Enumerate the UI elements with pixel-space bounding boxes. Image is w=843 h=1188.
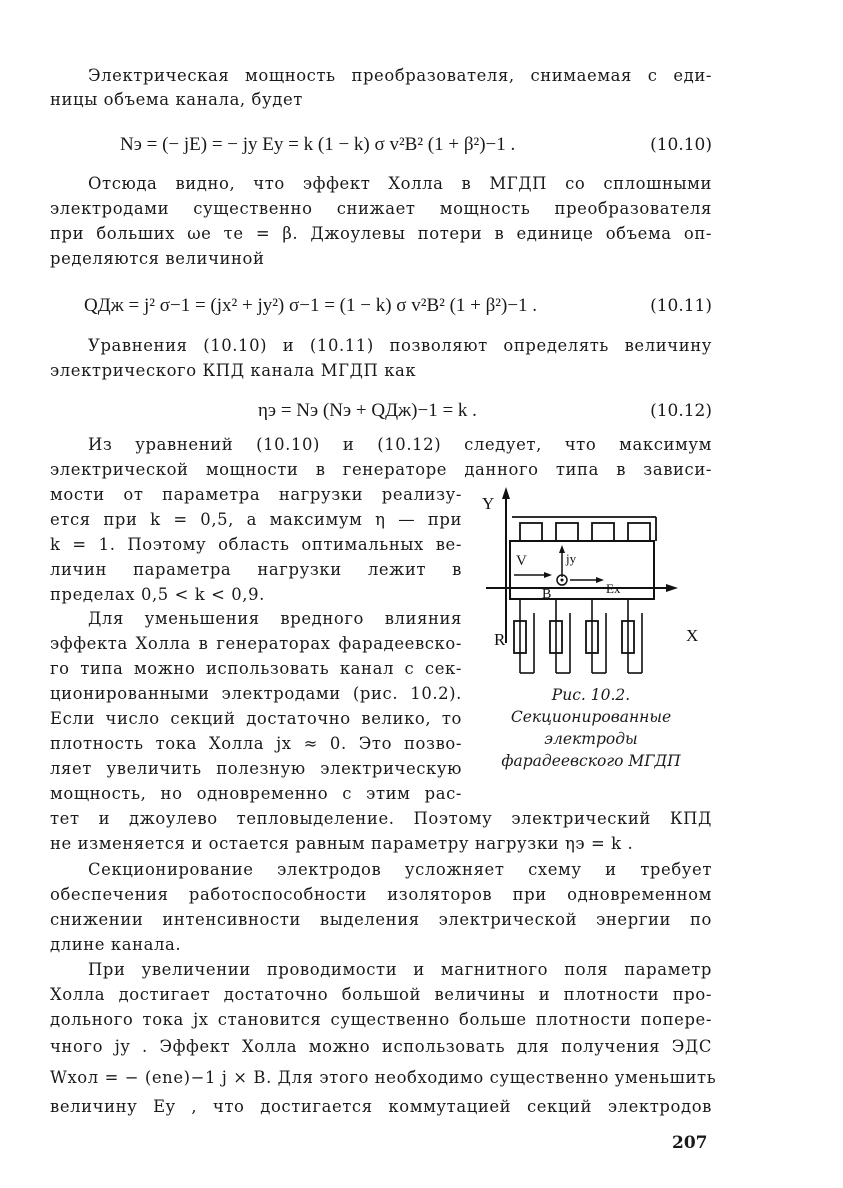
velocity-arrow-icon [544, 572, 552, 578]
x-axis-arrow-icon [666, 584, 678, 592]
text-line: величину Ey , что достигается коммутацией секций электродов [50, 1097, 712, 1116]
text-line: дольного тока jx становится существенно больше плотности попере- [50, 1010, 712, 1029]
figure-caption-line: фарадеевского МГДП [501, 752, 681, 770]
text-line: k = 1. Поэтому область оптимальных ве- [50, 535, 462, 554]
text-line: электрической мощности в генераторе данного типа в зависи- [50, 460, 712, 479]
figure-caption-line: Секционированные [510, 708, 672, 726]
text-line: ницы объема канала, будет [50, 90, 303, 109]
text-line: не изменяется и остается равным параметру нагрузки ηэ = k . [50, 834, 634, 853]
axis-label-x: X [686, 626, 699, 645]
text-line: Электрическая мощность преобразователя, снимаемая с еди- [88, 66, 712, 85]
figure-segmented-electrodes [470, 483, 720, 683]
text-line: Если число секций достаточно велико, то [50, 709, 462, 728]
text-line: обеспечения работоспособности изоляторов при одновременном [50, 885, 712, 904]
text-line: ционированными электродами (рис. 10.2). [50, 684, 462, 703]
current-arrow-icon [559, 545, 565, 553]
text-line: мости от параметра нагрузки реализу- [50, 485, 462, 504]
text-line: пределах 0,5 < k < 0,9. [50, 585, 265, 604]
equation-10-11: QДж = j² σ−1 = (jx² + jy²) σ−1 = (1 − k) σ v²B² (1 + β²)−1 . [84, 295, 538, 316]
text-line: чного jy . Эффект Холла можно использовать для получения ЭДС [50, 1037, 712, 1056]
axis-label-y: Y [482, 494, 495, 513]
label-electric-field: Ex [606, 581, 621, 596]
text-line: электрического КПД канала МГДП как [50, 361, 417, 380]
label-velocity: V [516, 553, 527, 569]
text-line: Wхол = − (enе)−1 j × B. Для этого необходимо существенно уменьшить [50, 1068, 717, 1087]
figure-caption-line: электроды [544, 730, 638, 748]
text-line: ляет увеличить полезную электрическую [50, 759, 462, 778]
text-line: При увеличении проводимости и магнитного поля параметр [88, 960, 712, 979]
text-line: при больших ωe τe = β. Джоулевы потери в единице объема оп- [50, 224, 712, 243]
text-line: плотность тока Холла jx ≈ 0. Это позво- [50, 734, 462, 753]
text-line: Холла достигает достаточно большой величины и плотности про- [50, 985, 712, 1004]
label-magnetic-field: B [542, 587, 552, 602]
equation-10-10: Nэ = (− jE) = − jy Ey = k (1 − k) σ v²B² (1 + β²)−1 . [120, 134, 516, 155]
text-line: мощность, но одновременно с этим рас- [50, 784, 462, 803]
equation-number: (10.11) [650, 296, 712, 316]
text-line: снижении интенсивности выделения электрической энергии по [50, 910, 712, 929]
text-line: личин параметра нагрузки лежит в [50, 560, 462, 579]
text-line: Для уменьшения вредного влияния [88, 609, 462, 628]
equation-10-12: ηэ = Nэ (Nэ + QДж)−1 = k . [258, 400, 477, 421]
text-line: ределяются величиной [50, 249, 265, 268]
text-line: электродами существенно снижает мощность преобразователя [50, 199, 712, 218]
text-line: ется при k = 0,5, а максимум η — при [50, 510, 462, 529]
label-resistor: R [494, 630, 506, 649]
field-arrow-icon [596, 577, 604, 583]
text-line: Уравнения (10.10) и (10.11) позволяют определять величину [88, 336, 712, 355]
text-line: го типа можно использовать канал с сек- [50, 659, 462, 678]
equation-number: (10.12) [650, 401, 712, 421]
text-line: тет и джоулево тепловыделение. Поэтому электрический КПД [50, 809, 712, 828]
text-line: Секционирование электродов усложняет схему и требует [88, 860, 712, 879]
text-line: Отсюда видно, что эффект Холла в МГДП со сплошными [88, 174, 712, 193]
label-current-density: jy [566, 551, 577, 566]
page-number: 207 [672, 1133, 708, 1153]
text-line: длине канала. [50, 935, 182, 954]
text-line: эффекта Холла в генераторах фарадеевско- [50, 634, 462, 653]
text-line: Из уравнений (10.10) и (10.12) следует, что максимум [88, 435, 712, 454]
equation-number: (10.10) [650, 135, 712, 155]
figure-caption-number: Рис. 10.2. [551, 686, 631, 704]
y-axis-arrow-icon [502, 487, 510, 499]
